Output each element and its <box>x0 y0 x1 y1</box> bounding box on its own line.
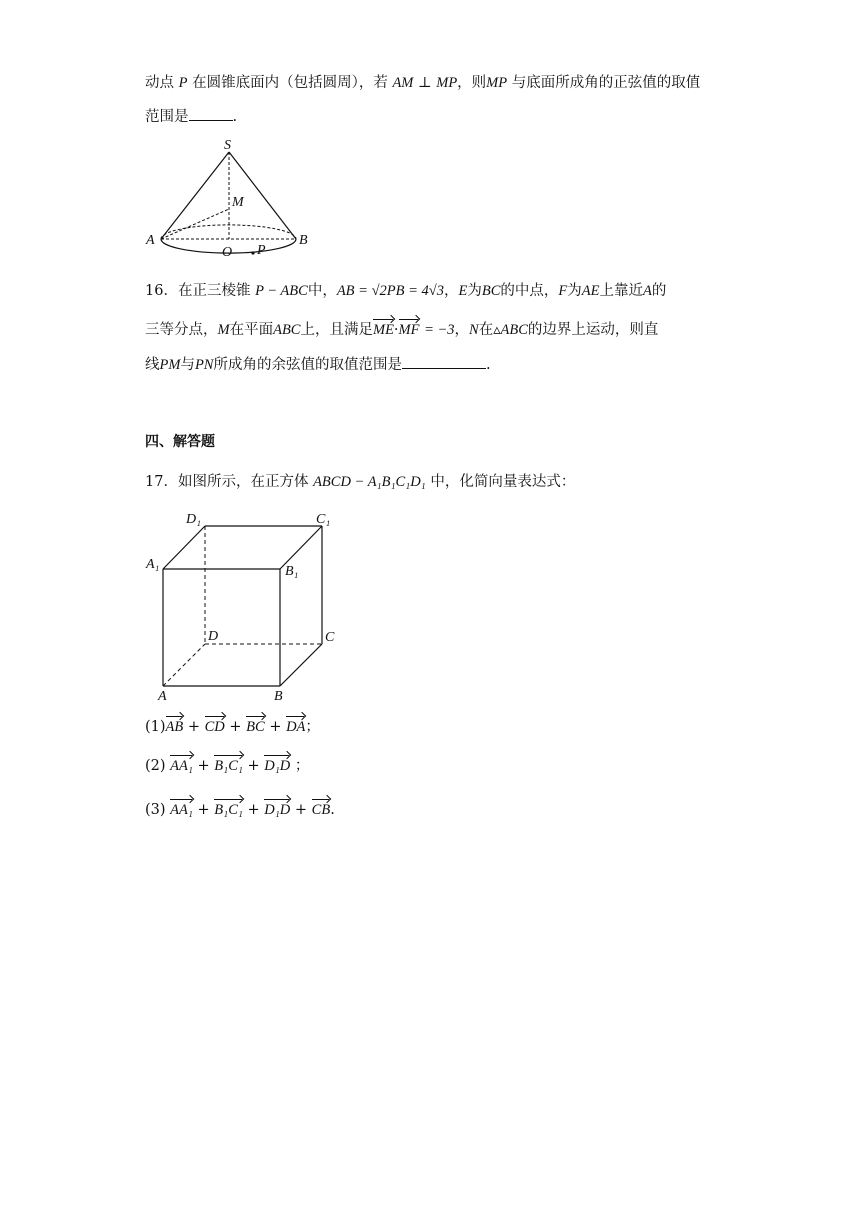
q15-line-1 <box>145 73 700 93</box>
cone-figure <box>140 135 315 260</box>
var-MP: MP <box>486 75 508 91</box>
q16-line-3 <box>145 354 491 375</box>
var-F: F <box>558 283 568 299</box>
q16-text: 的中点， <box>500 283 559 299</box>
q16-text: 上，且满足 <box>300 322 373 338</box>
vector-AA1: AA₁ <box>170 802 193 818</box>
var-ABC: ABC <box>273 322 301 338</box>
answer-blank <box>189 106 233 121</box>
q16-text: 在平面 <box>229 322 274 338</box>
label-C1: C₁ <box>316 512 331 527</box>
plus-sign: + <box>197 802 210 818</box>
cube-figure <box>140 508 350 708</box>
plus-sign: + <box>229 719 242 735</box>
q17-number: 17．如图所示，在正方体 <box>145 474 309 490</box>
cube-name: ABCD − A₁B₁C₁D₁ <box>313 474 426 490</box>
equation-dot: = −3 <box>424 322 455 338</box>
vector-B1C1: B₁C₁ <box>214 802 243 818</box>
label-A: A <box>146 233 155 248</box>
q15-text: 范围是 <box>145 109 189 125</box>
q16-text: 中， <box>307 283 337 299</box>
vector-B1C1: B₁C₁ <box>214 758 243 774</box>
equation-ab: AB = √2PB = 4√3 <box>336 283 444 299</box>
label-B1: B₁ <box>285 564 299 579</box>
q16-text: 的 <box>651 283 667 299</box>
q16-text: 三等分点， <box>145 322 218 338</box>
part-end: ； <box>305 719 320 735</box>
q16-line-2 <box>145 320 658 340</box>
vector-AB: AB <box>165 719 184 735</box>
var-E: E <box>458 283 468 299</box>
var-AM: AM <box>392 75 414 91</box>
label-A1: A₁ <box>146 557 160 572</box>
label-O: O <box>222 245 233 260</box>
triangle-ABC: ▵ABC <box>493 322 528 338</box>
var-MP: MP <box>436 75 458 91</box>
var-P: P <box>178 75 188 91</box>
q16-number: 16．在正三棱锥 <box>145 283 251 299</box>
q16-text: 所成角的余弦值的取值范围是 <box>213 357 402 373</box>
label-M: M <box>232 195 244 210</box>
perp-symbol: ⊥ <box>417 75 432 91</box>
q16-text: ， <box>444 283 459 299</box>
label-B: B <box>299 233 308 248</box>
part-number: (1) <box>145 719 166 735</box>
vector-ME: ME <box>372 322 394 338</box>
var-M: M <box>217 322 230 338</box>
q16-text: 上靠近 <box>599 283 643 299</box>
vector-BC: BC <box>246 719 265 735</box>
q17-part-3 <box>145 800 335 820</box>
label-S: S <box>224 138 231 153</box>
var-BC: BC <box>481 283 501 299</box>
label-C: C <box>325 630 335 645</box>
q15-text: 动点 <box>145 75 174 91</box>
q17-part-2 <box>145 756 309 776</box>
label-D1: D₁ <box>186 512 201 527</box>
q16-text: 为 <box>467 283 482 299</box>
q16-text: 线 <box>145 357 160 373</box>
part-end: . <box>330 802 335 818</box>
var-A: A <box>642 283 652 299</box>
q15-text: ，则 <box>457 75 487 91</box>
q15-line-2 <box>145 106 237 127</box>
q16-line-1 <box>145 281 666 301</box>
vector-DA: DA <box>286 719 306 735</box>
part-number: (3) <box>145 802 166 818</box>
q17-part-1 <box>145 717 320 737</box>
q16-text: 在 <box>478 322 494 338</box>
q15-text: 在圆锥底面内（包括圆周），若 <box>192 75 388 91</box>
q15-text: 与底面所成角的正弦值的取值 <box>511 75 701 91</box>
pyramid-name: P − ABC <box>255 283 308 299</box>
answer-blank <box>402 354 486 369</box>
plus-sign: + <box>197 758 210 774</box>
part-number: (2) <box>145 758 166 774</box>
q15-period: . <box>232 109 238 125</box>
q17-line-1 <box>145 472 575 492</box>
q16-text: 为 <box>567 283 582 299</box>
section-heading: 四、解答题 <box>145 434 215 450</box>
var-AE: AE <box>581 283 600 299</box>
label-P: P <box>257 243 266 258</box>
q16-text: 的边界上运动，则直 <box>527 322 659 338</box>
vector-MF: MF <box>398 322 420 338</box>
vector-CB: CB <box>311 802 331 818</box>
part-end: ； <box>294 758 310 774</box>
plus-sign: + <box>187 719 201 735</box>
plus-sign: + <box>247 802 260 818</box>
vector-D1D: D₁D <box>264 758 291 774</box>
q17-text: 中，化简向量表达式： <box>430 474 576 490</box>
var-PN: PN <box>194 357 214 373</box>
var-N: N <box>469 322 479 338</box>
var-PM: PM <box>159 357 181 373</box>
plus-sign: + <box>247 758 260 774</box>
vector-AA1: AA₁ <box>170 758 193 774</box>
vector-CD: CD <box>204 719 225 735</box>
plus-sign: + <box>294 802 308 818</box>
q16-text: 与 <box>180 357 195 373</box>
q16-period: . <box>485 357 491 373</box>
q16-text: ， <box>454 322 470 338</box>
label-B: B <box>274 689 283 704</box>
label-D: D <box>208 629 219 644</box>
plus-sign: + <box>269 719 282 735</box>
vector-D1D: D₁D <box>264 802 291 818</box>
dot-symbol: · <box>393 322 399 338</box>
label-A: A <box>158 689 167 704</box>
